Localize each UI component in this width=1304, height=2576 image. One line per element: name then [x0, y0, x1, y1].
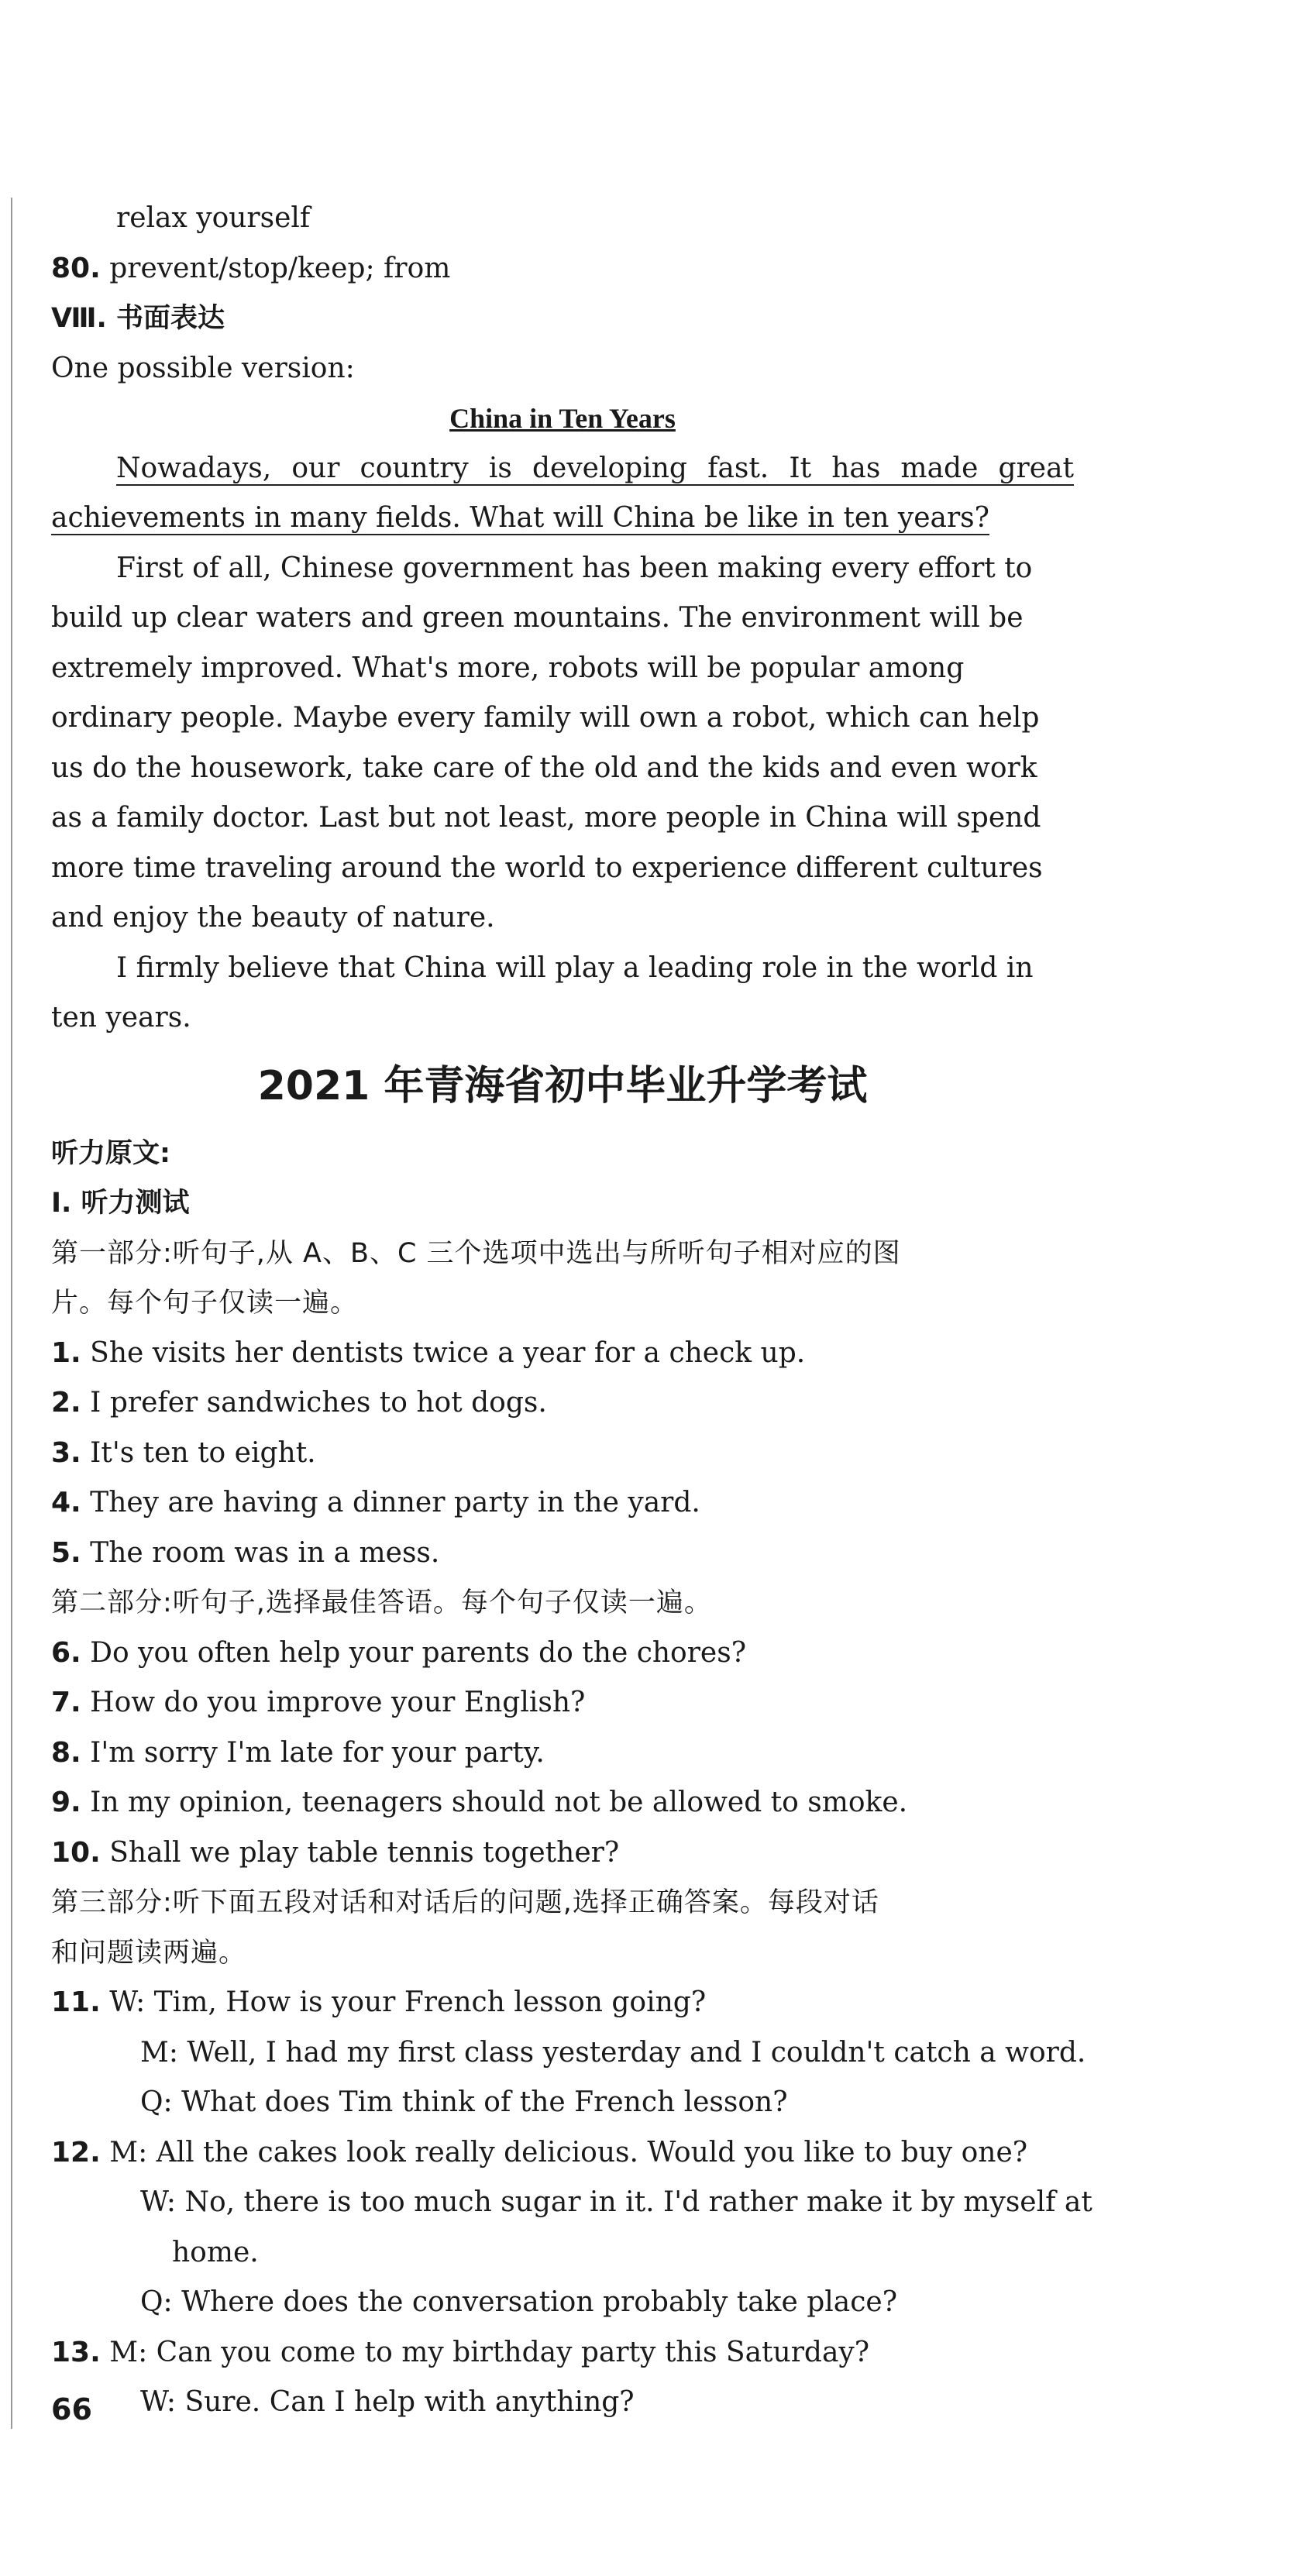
answer-80 [51, 244, 1074, 294]
listening-label: 听力原文: [51, 1137, 170, 1169]
list-item: 9. In my opinion, teenagers should not be allowed to smoke. [51, 1787, 908, 1818]
essay-title: China in Ten Years [449, 403, 676, 434]
answer-text: relax yourself [116, 202, 311, 234]
answer-text: prevent/stop/keep; from [100, 252, 451, 284]
section-heading: Ⅷ. 书面表达 [51, 303, 225, 334]
list-item: 7. How do you improve your English? [51, 1687, 586, 1718]
dialogue-line: W: No, there is too much sugar in it. I'd rather make it by myself at [140, 2186, 1092, 2218]
question-number: 80. [51, 252, 101, 284]
essay-line: more time traveling around the world to experience different cultures [51, 851, 1043, 884]
part-instruction: 和问题读两遍。 [51, 1937, 247, 1969]
dialogue-line: W: Sure. Can I help with anything? [140, 2386, 635, 2418]
essay-line: build up clear waters and green mountains. The environment will be [51, 602, 1024, 634]
list-item: 5. The room was in a mess. [51, 1536, 440, 1569]
possible-version-label: One possible version: [51, 352, 355, 384]
page-content [51, 194, 1092, 2428]
dialogue-line: Q: What does Tim think of the French lesson? [140, 2086, 788, 2118]
list-item: 6. Do you often help your parents do the chores? [51, 1636, 747, 1669]
dialogue-line: M: Well, I had my first class yesterday and I couldn't catch a word. [140, 2036, 1086, 2069]
list-item: 2. I prefer sandwiches to hot dogs. [51, 1387, 547, 1419]
part-instruction: 第三部分:听下面五段对话和对话后的问题,选择正确答案。每段对话 [51, 1887, 879, 1918]
list-item: 8. I'm sorry I'm late for your party. [51, 1736, 545, 1769]
dialogue-line: 13. M: Can you come to my birthday party this Saturday? [51, 2336, 870, 2368]
essay-line: I firmly believe that China will play a leading role in the world in [116, 951, 1034, 984]
dialogue-line: 11. W: Tim, How is your French lesson going? [51, 1986, 707, 2018]
dialogue-line: 12. M: All the cakes look really delicious. Would you like to buy one? [51, 2136, 1028, 2168]
page-number: 66 [51, 2392, 92, 2426]
list-item: 4. They are having a dinner party in the yard. [51, 1487, 700, 1518]
dialogue-line: home. [172, 2236, 259, 2268]
essay-line: extremely improved. What's more, robots will be popular among [51, 652, 965, 684]
essay-line: achievements in many fields. What will China be like in ten years? [51, 502, 989, 534]
exam-heading: 2021 年青海省初中毕业升学考试 [257, 1062, 868, 1109]
essay-line: and enjoy the beauty of nature. [51, 902, 495, 934]
part-instruction: 第一部分:听句子,从 A、B、C 三个选项中选出与所听句子相对应的图 [51, 1237, 901, 1269]
list-item: 1. She visits her dentists twice a year for a check up. [51, 1336, 806, 1369]
margin-rule [11, 198, 12, 2429]
essay-line: Nowadays, our country is developing fast. It has made great [116, 452, 1074, 484]
essay-line: First of all, Chinese government has been making every effort to [116, 552, 1033, 584]
essay-line: us do the housework, take care of the old and the kids and even work [51, 751, 1037, 784]
dialogue-line: Q: Where does the conversation probably take place? [140, 2286, 898, 2318]
part-instruction: 片。每个句子仅读一遍。 [51, 1288, 359, 1319]
part-instruction: 第二部分:听句子,选择最佳答语。每个句子仅读一遍。 [51, 1587, 712, 1618]
section-heading: Ⅰ. 听力测试 [51, 1188, 190, 1219]
essay-line: as a family doctor. Last but not least, more people in China will spend [51, 802, 1041, 834]
essay-line: ten years. [51, 1002, 191, 1033]
list-item: 3. It's ten to eight. [51, 1436, 316, 1469]
list-item: 10. Shall we play table tennis together? [51, 1836, 620, 1869]
essay-line: ordinary people. Maybe every family will own a robot, which can help [51, 702, 1040, 734]
